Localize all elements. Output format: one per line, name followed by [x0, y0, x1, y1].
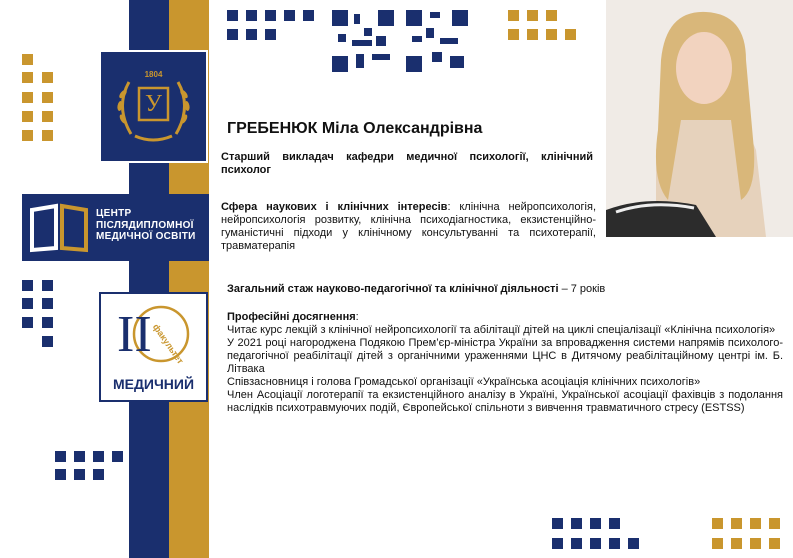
experience-value: – 7 років [558, 283, 606, 295]
research-interests [221, 201, 596, 253]
medical-faculty-logo [99, 292, 208, 402]
qr-code-2[interactable] [406, 10, 468, 72]
qr-code-1[interactable] [332, 10, 394, 72]
portrait-photo [606, 0, 793, 237]
university-letter: У [145, 91, 162, 117]
interests-label: Сфера наукових і клінічних інтересів [221, 201, 448, 213]
achievements-label: Професійні досягнення [227, 311, 356, 323]
postgraduate-center-logo [22, 194, 209, 261]
experience-label: Загальний стаж науково-педагогічної та клінічної діяльності [227, 283, 559, 295]
faculty-arc-text: факультет [150, 322, 186, 366]
achievement-item: Член Асоціації логотерапії та екзистенційного аналізу в Україні, Української асоціації фахівців з подолання наслідків психотравмуючих подій, Європейської спільноти з вивчення травматичного стресу (ESTSS) [227, 389, 783, 414]
achievement-item: Співзасновниця і голова Громадської організації «Українська асоціація клінічних психологів» [227, 376, 701, 388]
center-line-1: ЦЕНТР [96, 208, 132, 219]
person-name: ГРЕБЕНЮК Міла Олександрівна [227, 120, 483, 137]
center-line-2: ПІСЛЯДИПЛОМНОЇ [96, 219, 194, 231]
faculty-name: МЕДИЧНИЙ [112, 376, 195, 392]
achievement-item: Читає курс лекцій з клінічної нейропсихології та абілітації дітей на циклі спеціалізації «Клінічна психологія» [227, 324, 776, 336]
university-year: 1804 [144, 70, 163, 79]
interests-text: : клінічна нейропсихологія, нейропсихологія розвитку, клінічна психодіагностика, екзистенційно-гуманістичні підходи у клінічному консультуванні та психотерапії, травматерапія [221, 201, 596, 252]
center-line-3: МЕДИЧНОЇ ОСВІТИ [96, 231, 196, 242]
book-icon [28, 202, 90, 254]
faculty-numeral: ІІ [117, 306, 152, 363]
university-logo [99, 50, 208, 163]
achievements: Професійні досягнення: Читає курс лекцій з клінічної нейропсихології та абілітації дітей на циклі спеціалізації «Клінічна психологія» У 2021 році нагороджена Подякою Прем’єр-міністра України за впровадження системи напрямів психолого-педагогічної реабілітації дітей з органічними ураженнями ЦНС в Дитячому реабілітаційному центрі ім. Б. Літвака Співзасновниця і голова Громадської організації «Українська асоціація клінічних психологів» Член Асоціації логотерапії та екзистенційного аналізу в Україні, Української асоціації фахівців з подолання наслідків психотравмуючих подій, Європейської спільноти з вивчення травматичного стресу (ESTSS) [227, 311, 783, 414]
person-position: Старший викладач кафедри медичної психології, клінічний психолог [221, 151, 593, 176]
experience [227, 283, 747, 296]
achievement-item: У 2021 році нагороджена Подякою Прем’єр-міністра України за впровадження системи напрямів психолого-педагогічної реабілітації дітей з органічними ураженнями ЦНС в Дитячому реабілітаційному центрі ім. Б. Літвака [227, 337, 783, 375]
